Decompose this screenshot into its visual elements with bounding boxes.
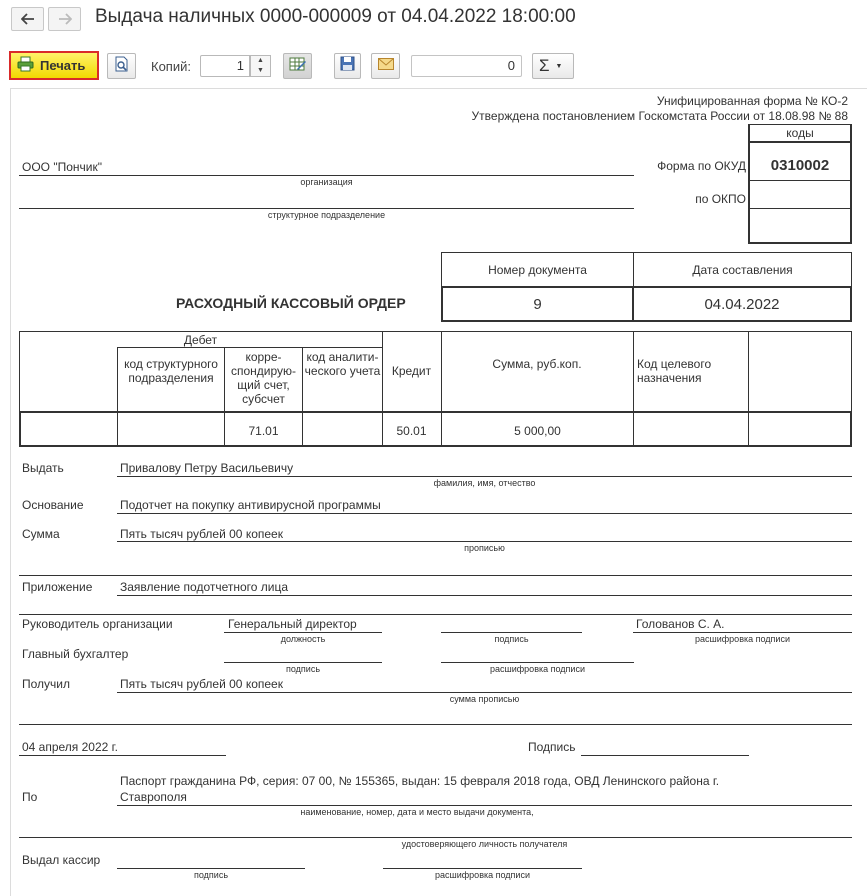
basis-value: Подотчет на покупку антивирусной программы [120,498,381,512]
passport-line [117,805,852,806]
caption-cashier-signature: подпись [193,870,229,880]
head-position: Генеральный директор [228,617,357,631]
identity-line [19,837,852,838]
col-sum-header: Сумма, руб.коп. [492,357,582,371]
save-button[interactable] [334,53,361,79]
copies-input[interactable]: 1 [200,55,250,77]
doc-date: 04.04.2022 [704,296,780,313]
organization-caption: организация [300,177,353,187]
row-credit-value: 50.01 [396,424,427,438]
received-value: Пять тысяч рублей 00 копеек [120,677,283,691]
signature-label: Подпись [528,740,576,754]
doc-number-header: Номер документа [488,263,587,277]
issue-caption: фамилия, имя, отчество [433,478,536,488]
edit-table-button[interactable] [283,53,312,79]
codes-box-bottom [748,242,852,244]
sum-line [117,541,852,542]
received-caption: сумма прописью [449,694,520,704]
row-sum-value: 5 000,00 [514,424,561,438]
chevron-down-icon: ▼ [555,62,563,70]
basis-line [117,513,852,514]
accountant-signature-line [224,662,382,663]
codes-box-divider [748,141,852,143]
caption-accountant-decoding: расшифровка подписи [490,664,585,674]
caption-head-signature: подпись [494,634,529,644]
caption-head-decoding: расшифровка подписи [695,634,790,644]
organization-name: ООО "Пончик" [22,160,102,174]
col-credit-header: Кредит [391,364,432,378]
sum-line-2 [19,575,852,576]
date-value: 04 апреля 2022 г. [22,740,118,754]
received-label: Получил [22,677,70,691]
attachment-label: Приложение [22,580,93,594]
sum-label: Сумма [22,527,60,541]
preview-icon [114,56,130,77]
codes-header: коды [786,126,814,140]
print-button[interactable] [9,51,99,80]
back-button[interactable] [11,7,44,31]
okud-code: 0310002 [770,157,830,174]
stepper-up-icon[interactable]: ▲ [257,57,264,64]
head-label: Руководитель организации [22,617,173,631]
preview-button[interactable] [107,53,136,79]
subdivision-line [19,208,634,209]
head-position-line [224,632,382,633]
window-title: Выдача наличных 0000-000009 от 04.04.2022 18:00:00 [95,6,576,27]
approval-label: Утверждена постановлением Госкомстата России от 18.08.98 № 88 [471,109,848,123]
debet-sub-line [117,347,382,348]
row-corr-value: 71.01 [248,424,279,438]
sum-icon: Σ [539,56,550,75]
col-analytic-header: код аналити-ческого учета [304,350,381,378]
cashier-signature-line [117,868,305,869]
accountant-decoding-line [441,662,634,663]
col-purpose-header: Код целевого назначения [637,357,712,385]
docnum-top-line [441,252,852,253]
signature-line [581,755,749,756]
table-top-line [19,331,852,332]
stepper-down-icon[interactable]: ▼ [257,67,264,74]
order-title: РАСХОДНЫЙ КАССОВЫЙ ОРДЕР [176,295,406,311]
issue-value: Привалову Петру Васильевичу [120,461,294,475]
docnum-right-line [851,252,852,286]
okpo-label: по ОКПО [695,192,746,206]
codes-box-divider-2 [748,180,852,181]
col-struct-header: код структурного подразделения [124,357,218,385]
forward-button[interactable] [48,7,81,31]
issue-label: Выдать [22,461,64,475]
accountant-label: Главный бухгалтер [22,647,129,661]
copies-label: Копий: [151,59,191,74]
printer-icon [17,56,40,75]
caption-cashier-decoding: расшифровка подписи [435,870,530,880]
head-decoding-line [633,632,852,633]
attachment-line [117,595,852,596]
caption-position: должность [280,634,326,644]
edit-table-icon [289,56,307,77]
caption-accountant-signature: подпись [285,664,321,674]
received-line-2 [19,724,852,725]
document-frame-top [10,88,867,89]
cashier-decoding-line [383,868,582,869]
sum-caption: прописью [464,543,505,553]
col-corr-header: корре-спондирую-щий счет, субсчет [230,350,297,406]
unified-form-label: Унифицированная форма № КО-2 [656,94,848,108]
date-line [19,755,226,756]
by-label: По [22,790,38,804]
subdivision-caption: структурное подразделение [267,210,386,220]
passport-caption: наименование, номер, дата и место выдачи документа, [300,807,534,817]
sum-button[interactable] [532,53,574,79]
passport-line-2: Ставрополя [120,790,187,804]
head-signature-line [441,632,582,633]
cashier-label: Выдал кассир [22,853,101,867]
identity-caption: удостоверяющего личность получателя [401,839,568,849]
okud-label: Форма по ОКУД [657,159,746,173]
doc-date-header: Дата составления [692,263,793,277]
received-line [117,692,852,693]
basis-label: Основание [22,498,84,512]
save-icon [340,56,355,76]
passport-line-1: Паспорт гражданина РФ, серия: 07 00, № 155365, выдан: 15 февраля 2018 года, ОВД Ленинского района г. [120,774,720,788]
email-icon [378,57,394,75]
sum-value: Пять тысяч рублей 00 копеек [120,527,283,541]
issue-line [117,476,852,477]
copies-stepper[interactable] [250,55,271,77]
head-name: Голованов С. А. [636,617,725,631]
codes-box-top [748,124,852,125]
email-button[interactable] [371,53,400,79]
debet-header: Дебет [183,333,218,347]
doc-number: 9 [533,296,542,313]
codes-box-divider-3 [748,208,852,209]
organization-line [19,175,634,176]
attachment-line-2 [19,614,852,615]
arrow-right-icon [58,13,72,25]
document-frame-left [10,88,11,896]
sum-field[interactable]: 0 [411,55,522,77]
print-button-label: Печать [40,58,86,73]
attachment-value: Заявление подотчетного лица [120,580,289,594]
arrow-left-icon [21,13,35,25]
